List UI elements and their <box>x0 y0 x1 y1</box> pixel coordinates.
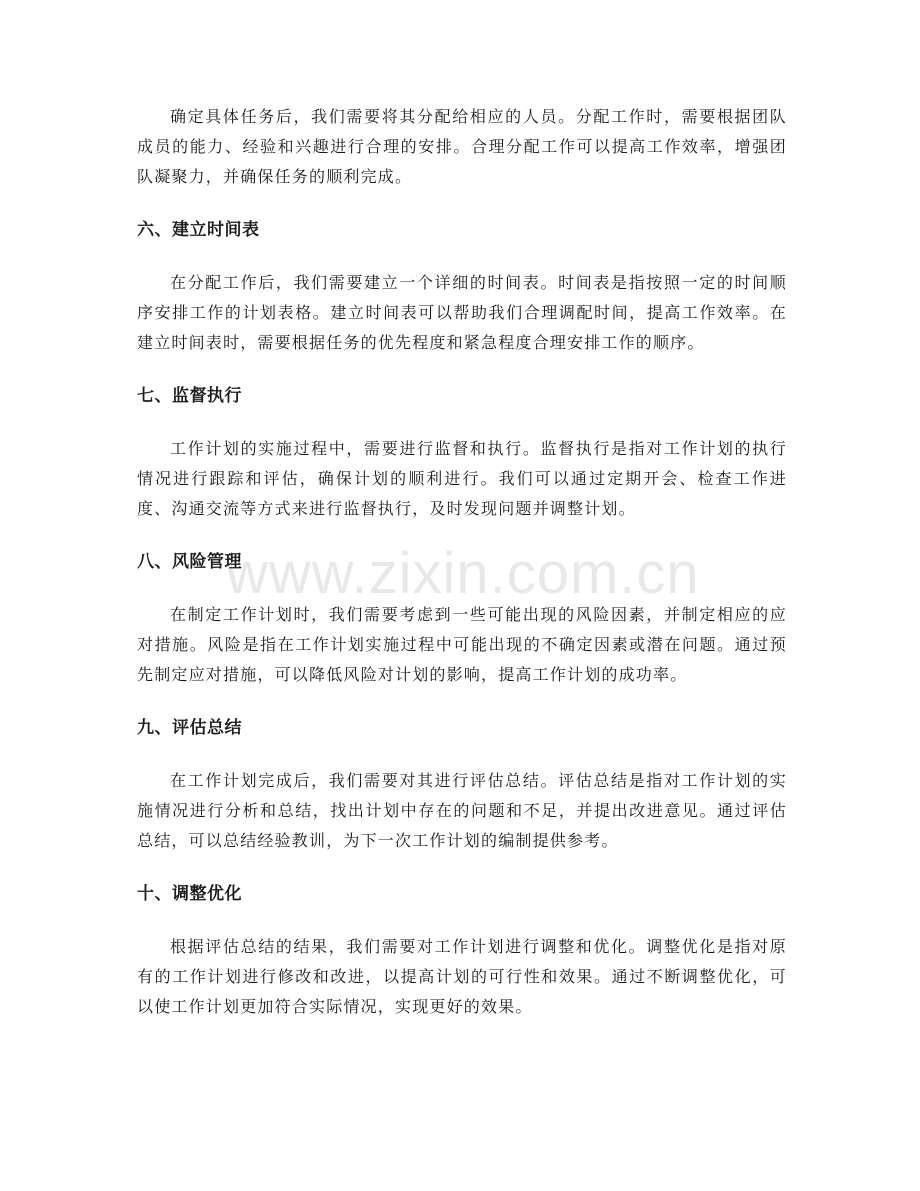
section-body-schedule: 在分配工作后，我们需要建立一个详细的时间表。时间表是指按照一定的时间顺序安排工作的计划表格。建立时间表可以帮助我们合理调配时间，提高工作效率。在建立时间表时，需要根据任务的优先程度和紧急程度合理安排工作的顺序。 <box>137 273 787 352</box>
section-body-optimization: 根据评估总结的结果，我们需要对工作计划进行调整和优化。调整优化是指对原有的工作计划进行修改和改进，以提高计划的可行性和效果。通过不断调整优化，可以使工作计划更加符合实际情况，实现更好的效果。 <box>137 937 787 1016</box>
section-body-risk: 在制定工作计划时，我们需要考虑到一些可能出现的风险因素，并制定相应的应对措施。风险是指在工作计划实施过程中可能出现的不确定因素或潜在问题。通过预先制定应对措施，可以降低风险对计划的影响，提高工作计划的成功率。 <box>137 605 787 684</box>
intro-paragraph: 确定具体任务后，我们需要将其分配给相应的人员。分配工作时，需要根据团队成员的能力、经验和兴趣进行合理的安排。合理分配工作可以提高工作效率，增强团队凝聚力，并确保任务的顺利完成。 <box>137 107 787 186</box>
section-heading-supervision: 七、监督执行 <box>137 386 242 406</box>
section-heading-schedule: 六、建立时间表 <box>137 220 260 240</box>
watermark: www.zixin.com.cn <box>226 541 700 606</box>
section-heading-evaluation: 九、评估总结 <box>137 718 242 738</box>
section-body-supervision: 工作计划的实施过程中，需要进行监督和执行。监督执行是指对工作计划的执行情况进行跟踪和评估，确保计划的顺利进行。我们可以通过定期开会、检查工作进度、沟通交流等方式来进行监督执行，及时发现问题并调整计划。 <box>137 439 787 518</box>
section-heading-risk: 八、风险管理 <box>137 552 242 572</box>
section-body-evaluation: 在工作计划完成后，我们需要对其进行评估总结。评估总结是指对工作计划的实施情况进行分析和总结，找出计划中存在的问题和不足，并提出改进意见。通过评估总结，可以总结经验教训，为下一次工作计划的编制提供参考。 <box>137 771 787 850</box>
section-heading-optimization: 十、调整优化 <box>137 884 242 904</box>
document-content <box>137 102 787 1022</box>
